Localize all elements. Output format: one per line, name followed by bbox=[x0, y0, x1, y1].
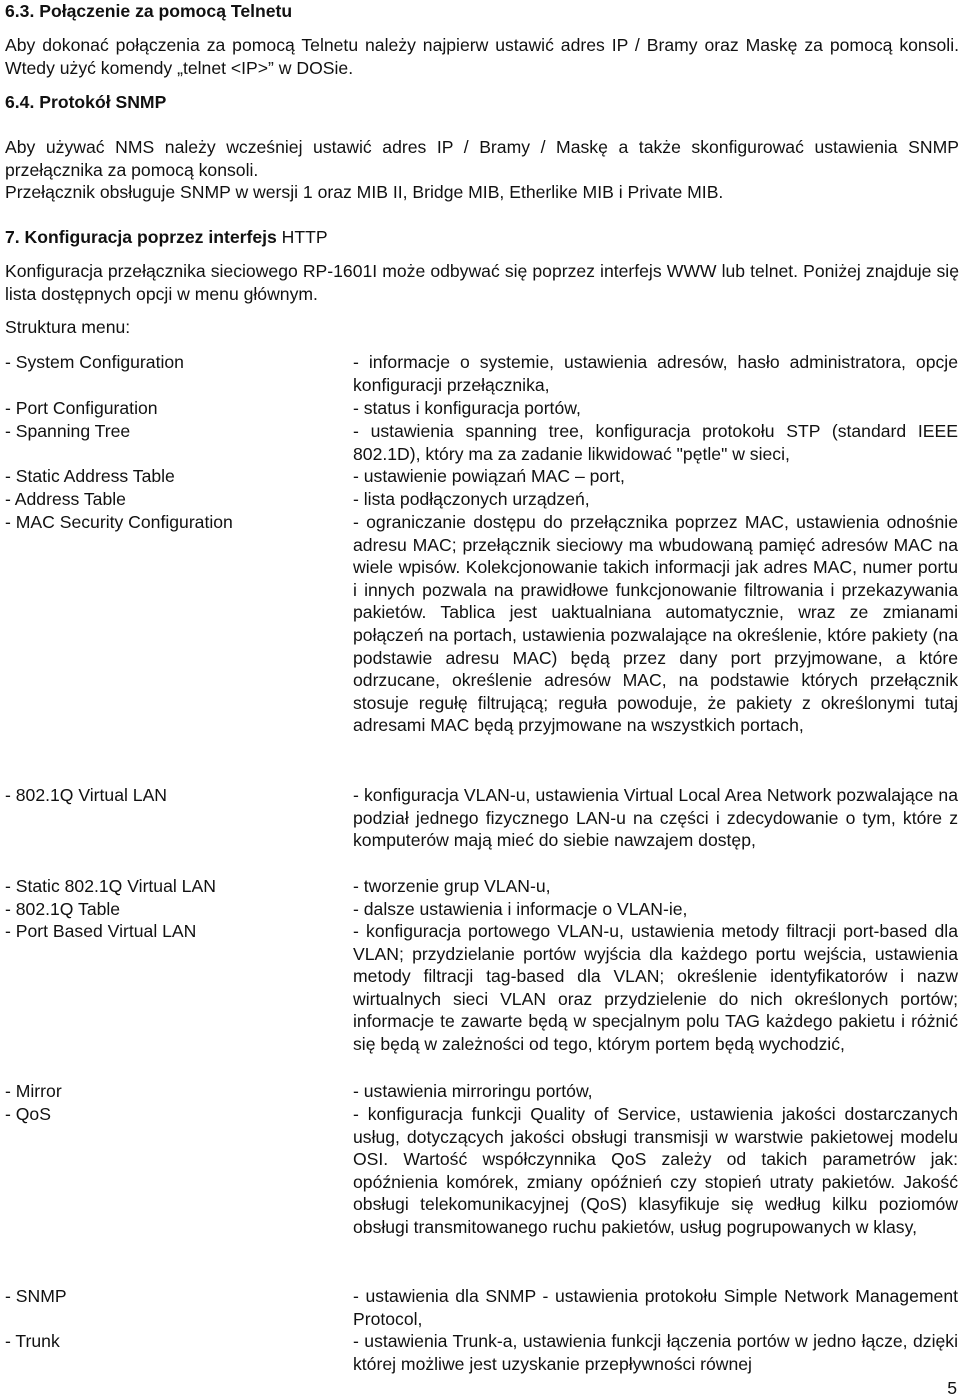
menu-item-name: - QoS bbox=[5, 1104, 51, 1124]
menu-item-desc: - konfiguracja VLAN-u, ustawienia Virtual Local Area Network pozwalające na podział jednego fizycznego LAN-u na części i zdecydowanie o tym, które z komputerów mają mieć do siebie nawzajem dostęp, bbox=[353, 785, 958, 851]
menu-item-desc: - ustawienia dla SNMP - ustawienia protokołu Simple Network Management Protocol, bbox=[353, 1286, 958, 1329]
menu-item-desc: - ograniczanie dostępu do przełącznika poprzez MAC, ustawienia odnośnie adresu MAC; przełącznik sieciowy ma wbudowaną pamięć adresów MAC na wiele wpisów. Kolekcjonowanie takich informacji jak adres MAC, numer portu i innych pozwala na prawidłowe funkcjonowanie filtrowania i przekazywania pakietów. Tablica jest uaktualniana automatycznie, wraz ze zmianami połączeń na portach, ustawienia pozwalające na określenie, które pakiety (na podstawie adresu MAC) będą przez dany port przyjmowane, a które odrzucane, określenie adresów MAC, na podstawie których przełącznik stosuje regułę filtrującą; reguła powoduje, że pakiety z określonymi tutaj adresami MAC będą przyjmowane na wszystkich portach, bbox=[353, 512, 958, 736]
menu-item-name: - Static Address Table bbox=[5, 466, 175, 486]
menu-item-desc: - dalsze ustawienia i informacje o VLAN-ie, bbox=[353, 899, 688, 919]
menu-item-desc: - ustawienie powiązań MAC – port, bbox=[353, 466, 625, 486]
menu-item-name: - 802.1Q Virtual LAN bbox=[5, 785, 168, 805]
page-number: 5 bbox=[947, 1378, 957, 1398]
menu-item-desc: - konfiguracja funkcji Quality of Service, ustawienia jakości dostarczanych usług, dotyczących jakości obsługi transmisji w warstwie pakietowej modelu OSI. Wartość współczynnika QoS zależy od takich parametrów jak: opóźnienia komórek, zmiany opóźnień czy stopień utraty pakietów. Jakość obsługi telekomunikacyjnej (QoS) klasyfikuje się według kilku poziomów obsługi transmitowanego ruchu pakietów, usług pogrupowanych w klasy, bbox=[353, 1104, 958, 1237]
section-6-3-body: Aby dokonać połączenia za pomocą Telnetu należy najpierw ustawić adres IP / Bramy oraz Maskę za pomocą konsoli. Wtedy użyć komendy „telnet <IP>” w DOSie. bbox=[5, 35, 959, 78]
section-6-4-body-2: Przełącznik obsługuje SNMP w wersji 1 oraz MIB II, Bridge MIB, Etherlike MIB i Private MIB. bbox=[5, 182, 724, 202]
menu-item-desc: - status i konfiguracja portów, bbox=[353, 398, 581, 418]
menu-item-name: - Mirror bbox=[5, 1081, 62, 1101]
menu-item-desc: - informacje o systemie, ustawienia adresów, hasło administratora, opcje konfiguracji przełącznika, bbox=[353, 352, 958, 395]
menu-item-desc: - ustawienia mirroringu portów, bbox=[353, 1081, 593, 1101]
menu-item-name: - Static 802.1Q Virtual LAN bbox=[5, 876, 216, 896]
menu-structure-intro: Struktura menu: bbox=[5, 317, 131, 337]
menu-item-name: - Port Based Virtual LAN bbox=[5, 921, 197, 941]
menu-item-desc: - konfiguracja portowego VLAN-u, ustawienia metody filtracji port-based dla VLAN; przydzielanie portów wyjścia dla każdego portu wejścia, ustawienia metody filtracji tag-based dla VLAN; określenie identyfikatorów i nazw wirtualnych sieci VLAN oraz przydzielenie do nich określonych portów; informacje te zawarte będą w specjalnym polu TAG każdego pakietu i różnić się będą w zależności od tego, którym portem będą wychodzić, bbox=[353, 921, 958, 1054]
menu-item-name: - System Configuration bbox=[5, 352, 184, 372]
section-7-body: Konfiguracja przełącznika sieciowego RP-1601I może odbywać się poprzez interfejs WWW lub telnet. Poniżej znajduje się lista dostępnych opcji w menu głównym. bbox=[5, 261, 959, 304]
menu-item-name: - MAC Security Configuration bbox=[5, 512, 233, 532]
menu-item-name: - 802.1Q Table bbox=[5, 899, 121, 919]
menu-item-desc: - tworzenie grup VLAN-u, bbox=[353, 876, 551, 896]
section-7-title-bold: 7. Konfiguracja poprzez interfejs bbox=[5, 227, 277, 247]
menu-item-name: - Spanning Tree bbox=[5, 421, 131, 441]
menu-item-name: - Address Table bbox=[5, 489, 126, 509]
section-6-4-title: 6.4. Protokół SNMP bbox=[5, 92, 167, 112]
section-7-title bbox=[5, 226, 328, 249]
menu-item-name: - Trunk bbox=[5, 1331, 60, 1351]
section-6-3-title: 6.3. Połączenie za pomocą Telnetu bbox=[5, 1, 293, 21]
menu-item-desc: - lista podłączonych urządzeń, bbox=[353, 489, 590, 509]
menu-item-name: - SNMP bbox=[5, 1286, 67, 1306]
menu-item-name: - Port Configuration bbox=[5, 398, 158, 418]
menu-item-desc: - ustawienia Trunk-a, ustawienia funkcji łączenia portów w jedno łącze, dzięki której możliwe jest uzyskanie przepływności równej bbox=[353, 1331, 958, 1374]
section-7-title-suffix: HTTP bbox=[276, 227, 328, 247]
menu-item-desc: - ustawienia spanning tree, konfiguracja protokołu STP (standard IEEE 802.1D), który ma za zadanie likwidować "pętle" w sieci, bbox=[353, 421, 958, 464]
section-6-4-body: Aby używać NMS należy wcześniej ustawić adres IP / Bramy / Maskę a także skonfigurować ustawienia SNMP przełącznika za pomocą konsoli. bbox=[5, 137, 959, 180]
